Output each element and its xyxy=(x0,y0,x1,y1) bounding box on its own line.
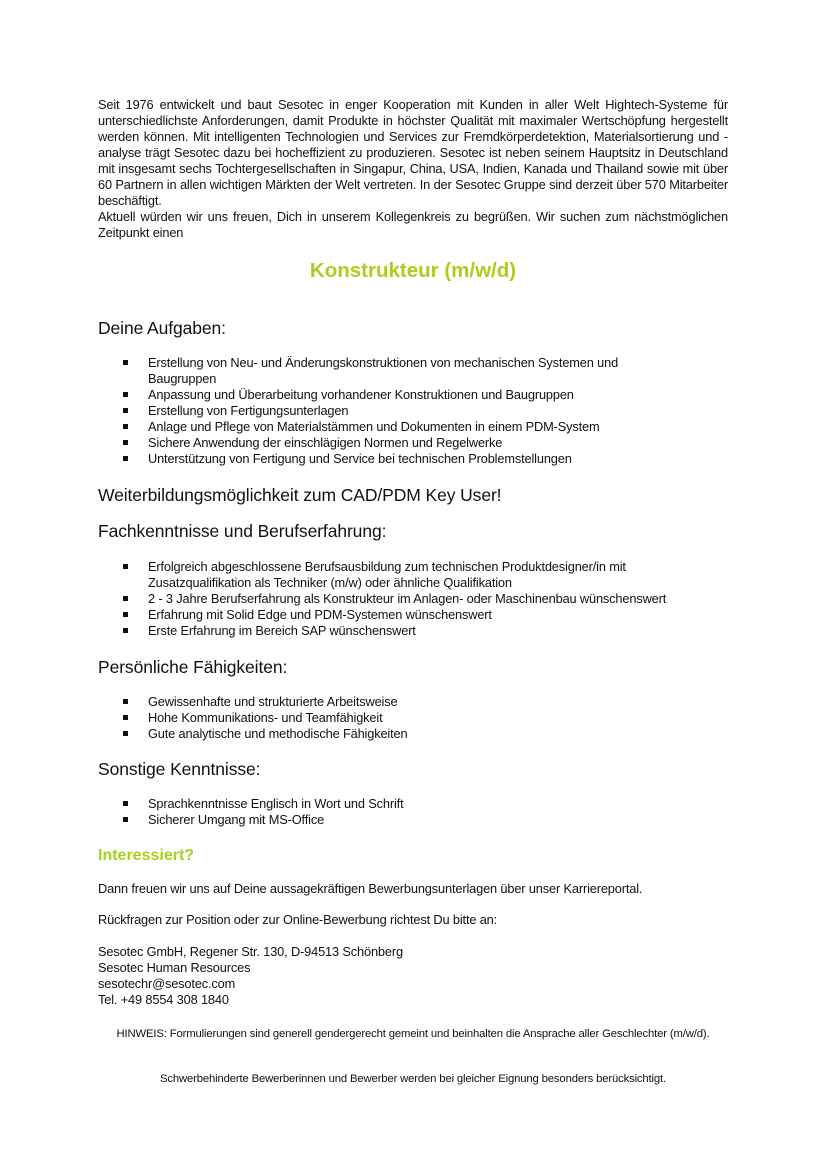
list-item: Erfolgreich abgeschlossene Berufsausbildung zum technischen Produktdesigner/in mit Zusatzqualifikation als Techniker (m/w) oder ähnliche Qualifikation xyxy=(98,559,688,591)
intro-paragraph-search: Aktuell würden wir uns freuen, Dich in unserem Kollegenkreis zu begrüßen. Wir suchen zum nächstmöglichen Zeitpunkt einen xyxy=(98,209,728,240)
other-list xyxy=(98,796,728,828)
list-item: Erstellung von Fertigungsunterlagen xyxy=(98,403,688,419)
questions-text: Rückfragen zur Position oder zur Online-Bewerbung richtest Du bitte an: xyxy=(98,912,498,927)
personal-heading: Persönliche Fähigkeiten: xyxy=(98,657,288,677)
contact-heading: Interessiert? xyxy=(98,847,195,864)
list-item: Unterstützung von Fertigung und Service bei technischen Problemstellungen xyxy=(98,451,688,467)
skills-heading: Fachkenntnisse und Berufserfahrung: xyxy=(98,521,387,541)
contact-phone: Tel. +49 8554 308 1840 xyxy=(98,992,229,1007)
bullet-icon xyxy=(123,715,128,720)
hr-department: Sesotec Human Resources xyxy=(98,960,251,975)
tasks-list xyxy=(98,355,728,467)
disability-hint: Schwerbehinderte Bewerberinnen und Bewerber werden bei gleicher Eignung besonders berücksichtigt. xyxy=(159,1073,667,1085)
list-item: Sprachkenntnisse Englisch in Wort und Schrift xyxy=(98,796,688,812)
other-section xyxy=(98,758,728,828)
contact-email[interactable]: sesotechr@sesotec.com xyxy=(98,976,236,991)
training-section xyxy=(98,484,728,506)
list-item: Erstellung von Neu- und Änderungskonstruktionen von mechanischen Systemen und Baugruppen xyxy=(98,355,688,387)
list-item: Anpassung und Überarbeitung vorhandener Konstruktionen und Baugruppen xyxy=(98,387,688,403)
bullet-icon xyxy=(123,424,128,429)
list-item: 2 - 3 Jahre Berufserfahrung als Konstrukteur im Anlagen- oder Maschinenbau wünschenswert xyxy=(98,591,688,607)
intro-paragraph-company: Seit 1976 entwickelt und baut Sesotec in enger Kooperation mit Kunden in aller Welt Hightech-Systeme für unterschiedlichste Anforderungen, damit Produkte in höchster Qualität mit maximaler Wertschöpfung hergestellt werden können. Mit intelligenten Technologien und Services zur Fremdkörperdetektion, Materialsortierung und -analyse trägt Sesotec dazu bei hocheffizient zu produzieren. Sesotec ist neben seinem Hauptsitz in Deutschland mit insgesamt sechs Tochtergesellschaften in Singapur, China, USA, Indien, Kanada und Thailand sowie mit über 60 Partnern in allen wichtigen Märkten der Welt vertreten. In der Sesotec Gruppe sind derzeit über 570 Mitarbeiter beschäftigt. xyxy=(98,97,728,208)
personal-section xyxy=(98,656,728,742)
contact-section xyxy=(98,846,728,1008)
bullet-icon xyxy=(123,817,128,822)
list-item: Gute analytische und methodische Fähigkeiten xyxy=(98,726,688,742)
bullet-icon xyxy=(123,456,128,461)
job-posting-page xyxy=(98,97,728,1085)
list-item: Hohe Kommunikations- und Teamfähigkeit xyxy=(98,710,688,726)
bullet-icon xyxy=(123,801,128,806)
list-item: Anlage und Pflege von Materialstämmen und Dokumenten in einem PDM-System xyxy=(98,419,688,435)
bullet-icon xyxy=(123,564,128,569)
other-heading: Sonstige Kenntnisse: xyxy=(98,759,261,779)
skills-list xyxy=(98,559,728,639)
bullet-icon xyxy=(123,408,128,413)
bullet-icon xyxy=(123,440,128,445)
list-item: Sichere Anwendung der einschlägigen Normen und Regelwerke xyxy=(98,435,688,451)
tasks-section xyxy=(98,317,728,467)
list-item: Sicherer Umgang mit MS-Office xyxy=(98,812,688,828)
bullet-icon xyxy=(123,731,128,736)
personal-list xyxy=(98,694,728,742)
list-item: Erfahrung mit Solid Edge und PDM-Systemen wünschenswert xyxy=(98,607,688,623)
company-intro xyxy=(98,97,728,241)
gender-hint: HINWEIS: Formulierungen sind generell gendergerecht gemeint und beinhalten die Ansprache aller Geschlechter (m/w/d). xyxy=(116,1028,710,1040)
training-heading: Weiterbildungsmöglichkeit zum CAD/PDM Key User! xyxy=(98,485,502,505)
bullet-icon xyxy=(123,392,128,397)
company-address: Sesotec GmbH, Regener Str. 130, D-94513 Schönberg xyxy=(98,944,403,959)
bullet-icon xyxy=(123,360,128,365)
bullet-icon xyxy=(123,612,128,617)
tasks-heading: Deine Aufgaben: xyxy=(98,318,226,338)
apply-text: Dann freuen wir uns auf Deine aussagekräftigen Bewerbungsunterlagen über unser Karriereportal. xyxy=(98,881,643,896)
list-item: Gewissenhafte und strukturierte Arbeitsweise xyxy=(98,694,688,710)
bullet-icon xyxy=(123,699,128,704)
job-title: Konstrukteur (m/w/d) xyxy=(309,259,517,282)
list-item: Erste Erfahrung im Bereich SAP wünschenswert xyxy=(98,623,688,639)
bullet-icon xyxy=(123,628,128,633)
bullet-icon xyxy=(123,596,128,601)
skills-section xyxy=(98,520,728,639)
